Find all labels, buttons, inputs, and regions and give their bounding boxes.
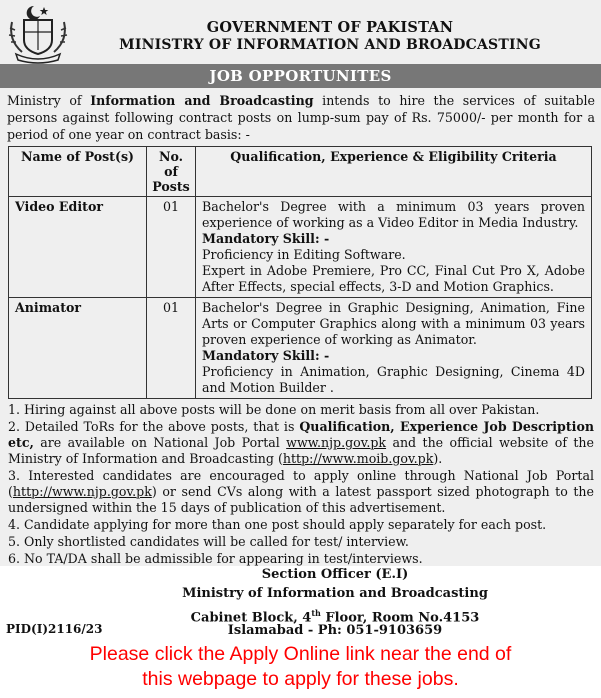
intro-part-1: Ministry of	[7, 93, 91, 108]
njp-link[interactable]: www.njp.gov.pk	[286, 435, 387, 450]
note-item: 1. Hiring against all above posts will be done on merit basis from all over Pakistan.	[8, 402, 540, 417]
note-text: ) or send CVs along with a latest passport sized photograph to the undersigned within the 15 days of publication of this advertisement.	[8, 484, 594, 515]
government-title: GOVERNMENT OF PAKISTAN	[206, 19, 454, 36]
mandatory-skill-label: Mandatory Skill: -	[202, 348, 330, 363]
njp-link[interactable]: http://www.njp.gov.pk	[12, 484, 152, 499]
mandatory-skill-label: Mandatory Skill: -	[202, 231, 330, 246]
moib-link[interactable]: http://www.moib.gov.pk	[282, 451, 434, 466]
intro-part-2: intends to hire the services of suitable persons against following contract posts on lump-sum pay of Rs. 75000/- per month for a period of one year on contract basis: -	[7, 93, 595, 142]
skill-item: Expert in Adobe Premiere, Pro CC, Final Cut Pro X, Adobe After Effects, special effects, 3-D and Motion Graphics.	[202, 263, 585, 294]
intro-paragraph	[7, 92, 595, 143]
table-row	[9, 298, 592, 399]
post-count: 01	[147, 197, 196, 298]
post-criteria	[196, 298, 592, 399]
cta-line-2: this webpage to apply for these jobs.	[142, 668, 459, 690]
address-sup: th	[311, 608, 321, 618]
signatory-ministry: Ministry of Information and Broadcasting	[182, 586, 488, 601]
table-header-row	[9, 147, 592, 197]
posts-table	[8, 146, 592, 399]
intro-bold: Information and Broadcasting	[90, 93, 314, 108]
header-criteria: Qualification, Experience & Eligibility Criteria	[196, 147, 592, 197]
post-name: Video Editor	[9, 197, 147, 298]
pid-number: PID(I)2116/23	[6, 622, 103, 636]
job-opportunities-banner: JOB OPPORTUNITES	[0, 64, 601, 88]
ministry-title: MINISTRY OF INFORMATION AND BROADCASTING	[119, 37, 541, 53]
criteria-text: Bachelor's Degree in Graphic Designing, Animation, Fine Arts or Computer Graphics along with a minimum 03 years proven experience of working as Animator.	[202, 300, 585, 347]
government-of-pakistan-emblem-icon	[4, 2, 72, 64]
signatory-title: Section Officer (E.I)	[261, 567, 409, 582]
address-part: Floor, Room No.4153	[320, 610, 480, 626]
header-post-name: Name of Post(s)	[9, 147, 147, 197]
apply-online-notice	[0, 642, 601, 692]
note-item: 6. No TA/DA shall be admissible for appearing in test/interviews.	[8, 551, 423, 566]
note-text: 2. Detailed ToRs for the above posts, that is	[8, 419, 300, 434]
signatory-city-phone: Islamabad - Ph: 051-9103659	[227, 623, 443, 638]
note-item: 4. Candidate applying for more than one post should apply separately for each post.	[8, 517, 547, 532]
criteria-text: Bachelor's Degree with a minimum 03 years proven experience of working as a Video Editor in Media Industry.	[202, 199, 585, 230]
post-name: Animator	[9, 298, 147, 399]
table-row	[9, 197, 592, 298]
note-text: are available on National Job Portal	[33, 435, 287, 450]
note-item	[8, 468, 594, 516]
post-criteria	[196, 197, 592, 298]
note-item: 5. Only shortlisted candidates will be called for test/ interview.	[8, 534, 409, 549]
note-text: 3. Interested candidates are encouraged to apply online through National Job Portal (	[8, 468, 594, 499]
note-text: and the official website of the Ministry of Information and Broadcasting (	[8, 435, 594, 466]
note-bold: Qualification, Experience Job Description etc,	[8, 419, 594, 450]
skill-item: Proficiency in Animation, Graphic Designing, Cinema 4D and Motion Builder .	[202, 364, 585, 395]
instructions-list	[8, 402, 594, 568]
header-post-count: No. of Posts	[147, 147, 196, 197]
note-item	[8, 419, 594, 467]
cta-line-1: Please click the Apply Online link near the end of	[89, 643, 512, 665]
address-part: Cabinet Block, 4	[190, 610, 312, 626]
post-count: 01	[147, 298, 196, 399]
skill-item: Proficiency in Editing Software.	[202, 247, 406, 262]
note-text: ).	[433, 451, 443, 466]
